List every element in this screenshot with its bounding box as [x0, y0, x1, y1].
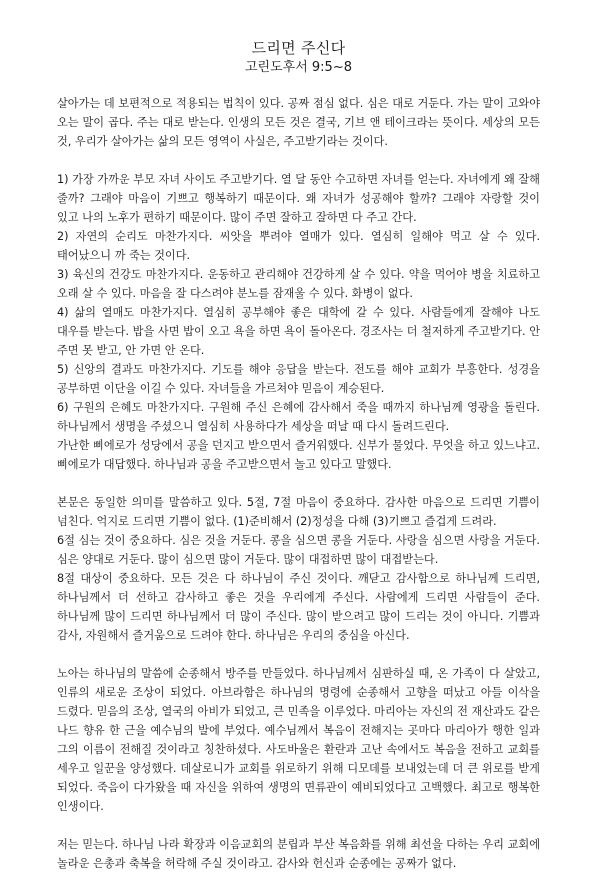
paragraph: 1) 가장 가까운 부모 자녀 사이도 주고받기다. 열 달 동안 수고하면 자녀를 얻는다. 자녀에게 왜 잘해 줄까? 그래야 마음이 기쁘고 행복하기 때문이다. 왜 자녀가 성공해야 할까? 그래야 자랑할 것이 있고 나의 노후가 편하기 때문이다. 많이 주면 잘하고 잘하면 다 주고 간다. — [57, 173, 540, 224]
paragraph: 5) 신앙의 결과도 마찬가지다. 기도를 해야 응답을 받는다. 전도를 해야 교회가 부흥한다. 성경을 공부하면 이단을 이길 수 있다. 자녀들을 가르쳐야 믿음이 계승된다. — [57, 363, 540, 395]
paragraph: 6절 심는 것이 중요하다. 심은 것을 거둔다. 콩을 심으면 콩을 거둔다. 사랑을 심으면 사랑을 거둔다. 심은 양대로 거둔다. 많이 심으면 많이 거둔다. 많이 대접하면 많이 대접받는다. — [57, 534, 540, 566]
biblical-examples-section — [57, 664, 540, 816]
sermon-title: 드리면 주신다 — [251, 39, 346, 57]
paragraph: 가난한 삐에로가 성당에서 공을 던지고 받으면서 즐거워했다. 신부가 물었다. 무엇을 하고 있느냐고. 삐에로가 대답했다. 하나님과 공을 주고받으면서 놀고 있다고 말했다. — [57, 439, 540, 471]
paragraph: 4) 삶의 열매도 마찬가지다. 열심히 공부해야 좋은 대학에 갈 수 있다. 사람들에게 잘해야 나도 대우를 받는다. 밥을 사면 밥이 오고 욕을 하면 욕이 돌아온다. 경조사는 더 철저하게 주고받기다. 안 주면 못 받고, 안 가면 안 온다. — [57, 306, 540, 357]
intro-section — [57, 94, 540, 151]
paragraph: 6) 구원의 은혜도 마찬가지다. 구원해 주신 은혜에 감사해서 죽을 때까지 하나님께 영광을 돌린다. 하나님께서 생명을 주셨으니 열심히 사용하다가 세상을 떠날 때 다시 돌려드린다. — [57, 401, 540, 433]
scripture-reference: 고린도후서 9:5~8 — [244, 60, 352, 75]
examples-section — [57, 170, 540, 474]
paragraph: 저는 믿는다. 하나님 나라 확장과 이음교회의 분립과 부산 복음화를 위해 최선을 다하는 우리 교회에 놀라운 은총과 축복을 허락해 주실 것이라고. 감사와 헌신과 순종에는 공짜가 없다. — [57, 838, 540, 870]
paragraph: 살아가는 데 보편적으로 적용되는 법칙이 있다. 공짜 점심 없다. 심은 대로 거둔다. 가는 말이 고와야 오는 말이 곱다. 주는 대로 받는다. 인생의 모든 것은 결국, 기브 앤 테이크라는 뜻이다. 세상의 모든 것, 우리가 살아가는 삶의 모든 영역이 사실은, 주고받기라는 것이다. — [57, 97, 540, 148]
paragraph: 2) 자연의 순리도 마찬가지다. 씨앗을 뿌려야 열매가 있다. 열심히 일해야 먹고 살 수 있다. 태어났으니 까 죽는 것이다. — [57, 230, 540, 262]
scripture-section — [57, 493, 540, 645]
paragraph: 8절 대상이 중요하다. 모든 것은 다 하나님이 주신 것이다. 깨닫고 감사함으로 하나님께 드리면, 하나님께서 더 선하고 감사하고 좋은 것을 우리에게 주신다. 사람에게 드리면 사람들이 준다. 하나님께 많이 드리면 하나님께서 더 많이 주신다. 많이 받으려고 많이 드리는 것이 아니다. 기쁨과 감사, 자원해서 즐거움으로 드려야 한다. 하나님은 우리의 중심을 아신다. — [57, 572, 540, 642]
paragraph: 노아는 하나님의 말씀에 순종해서 방주를 만들었다. 하나님께서 심판하실 때, 온 가족이 다 살았고, 인류의 새로운 조상이 되었다. 아브라함은 하나님의 명령에 순종해서 고향을 떠났고 아들 이삭을 드렸다. 믿음의 조상, 열국의 아비가 되었고, 큰 민족을 이루었다. 마리아는 자신의 전 재산과도 같은 나드 향유 한 근을 예수님의 발에 부었다. 예수님께서 복음이 전해지는 곳마다 마리아가 행한 일과 그의 이름이 전해질 것이라고 칭찬하셨다. 사도바울은 환란과 고난 속에서도 복음을 전하고 교회를 세우고 일꾼을 양성했다. 데살로니가 교회를 위로하기 위해 디모데를 보내었는데 더 큰 위로를 받게 되었다. 죽음이 다가왔을 때 자신을 위하여 생명의 면류관이 예비되었다고 고백했다. 최고로 행복한 인생이다. — [57, 667, 540, 813]
paragraph: 3) 육신의 건강도 마찬가지다. 운동하고 관리해야 건강하게 살 수 있다. 약을 먹어야 병을 치료하고 오래 살 수 있다. 마음을 잘 다스려야 분노를 잠재울 수 있다. 화병이 없다. — [57, 268, 540, 300]
paragraph: 본문은 동일한 의미를 말씀하고 있다. 5절, 7절 마음이 중요하다. 감사한 마음으로 드리면 기쁨이 넘친다. 억지로 드리면 기쁨이 없다. (1)준비해서 (2)정성을 다해 (3)기쁘고 즐겁게 드려라. — [57, 496, 540, 528]
conclusion-section — [57, 835, 540, 873]
document-body — [57, 94, 540, 873]
